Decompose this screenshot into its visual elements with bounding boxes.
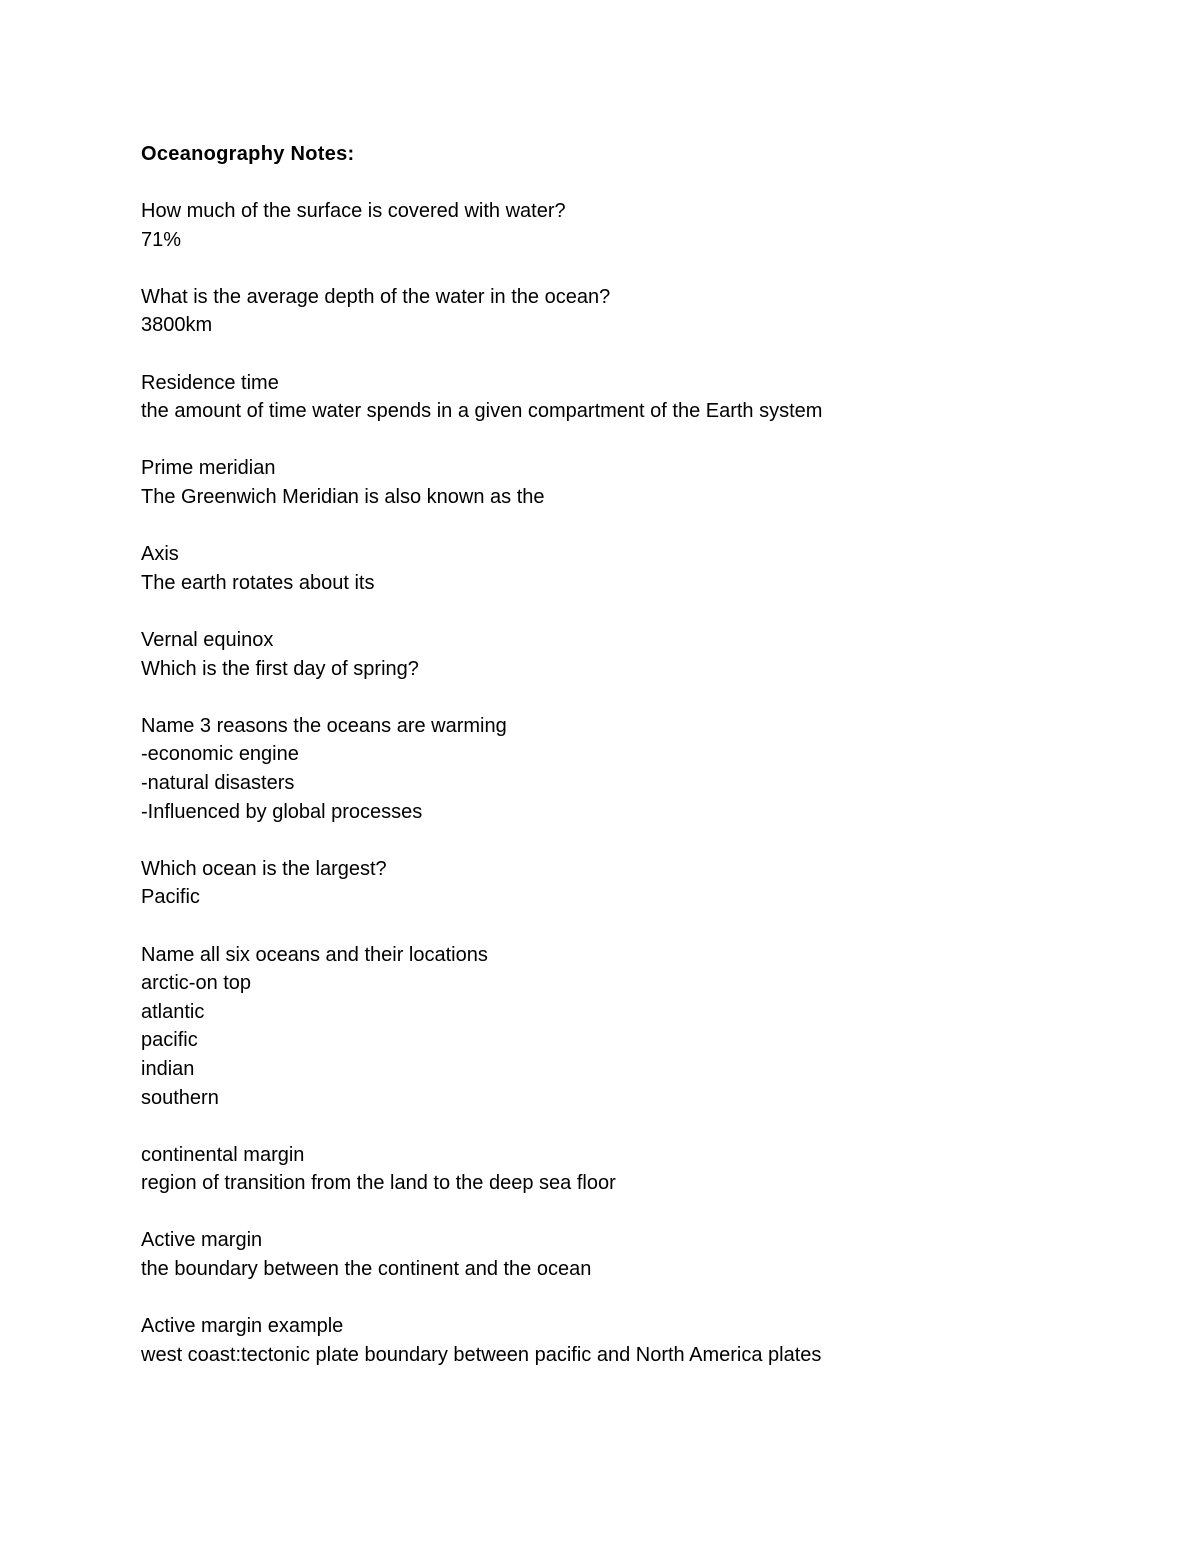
note-section bbox=[141, 369, 1141, 426]
spacer bbox=[141, 169, 1141, 198]
note-answer: 3800km bbox=[141, 314, 213, 337]
spacer bbox=[141, 1284, 1141, 1313]
note-prompt: continental margin bbox=[141, 1143, 305, 1166]
note-answer: indian bbox=[141, 1057, 195, 1080]
note-section bbox=[141, 1226, 1141, 1283]
note-section bbox=[141, 855, 1141, 912]
note-prompt: Name 3 reasons the oceans are warming bbox=[141, 714, 507, 737]
spacer bbox=[141, 340, 1141, 369]
note-answer: pacific bbox=[141, 1029, 198, 1052]
note-answer: Which is the first day of spring? bbox=[141, 657, 419, 680]
note-prompt: Which ocean is the largest? bbox=[141, 857, 387, 880]
note-answer: 71% bbox=[141, 228, 182, 251]
note-prompt: How much of the surface is covered with water? bbox=[141, 200, 566, 223]
note-prompt: Active margin bbox=[141, 1229, 263, 1252]
note-answer: Pacific bbox=[141, 886, 200, 909]
note-section bbox=[141, 1141, 1141, 1198]
note-answer: the amount of time water spends in a given compartment of the Earth system bbox=[141, 400, 823, 423]
spacer bbox=[141, 512, 1141, 541]
note-answer: -Influenced by global processes bbox=[141, 800, 423, 823]
spacer bbox=[141, 426, 1141, 455]
note-section bbox=[141, 454, 1141, 511]
note-answer: atlantic bbox=[141, 1000, 205, 1023]
note-answer: -economic engine bbox=[141, 743, 299, 766]
note-prompt: Axis bbox=[141, 543, 179, 566]
note-answer: The Greenwich Meridian is also known as the bbox=[141, 486, 545, 509]
spacer bbox=[141, 912, 1141, 941]
note-prompt: Prime meridian bbox=[141, 457, 276, 480]
note-answer: The earth rotates about its bbox=[141, 571, 375, 594]
note-section bbox=[141, 540, 1141, 597]
spacer bbox=[141, 683, 1141, 712]
note-section bbox=[141, 712, 1141, 826]
note-prompt: Active margin example bbox=[141, 1315, 344, 1338]
note-answer: -natural disasters bbox=[141, 771, 295, 794]
note-section bbox=[141, 1312, 1141, 1369]
spacer bbox=[141, 826, 1141, 855]
note-prompt: What is the average depth of the water in the ocean? bbox=[141, 285, 611, 308]
spacer bbox=[141, 597, 1141, 626]
document-title: Oceanography Notes: bbox=[141, 143, 355, 165]
note-prompt: Name all six oceans and their locations bbox=[141, 943, 488, 966]
note-prompt: Residence time bbox=[141, 371, 279, 394]
note-section bbox=[141, 626, 1141, 683]
note-answer: region of transition from the land to the deep sea floor bbox=[141, 1172, 616, 1195]
note-answer: the boundary between the continent and the ocean bbox=[141, 1258, 592, 1281]
note-section bbox=[141, 941, 1141, 1113]
note-section bbox=[141, 197, 1141, 254]
note-prompt: Vernal equinox bbox=[141, 629, 274, 651]
note-answer: arctic-on top bbox=[141, 972, 252, 995]
note-answer: west coast:tectonic plate boundary between pacific and North America plates bbox=[141, 1343, 822, 1366]
document-page bbox=[141, 140, 1141, 1369]
spacer bbox=[141, 254, 1141, 283]
note-section bbox=[141, 283, 1141, 340]
note-answer: southern bbox=[141, 1086, 219, 1109]
spacer bbox=[141, 1198, 1141, 1227]
spacer bbox=[141, 1112, 1141, 1141]
